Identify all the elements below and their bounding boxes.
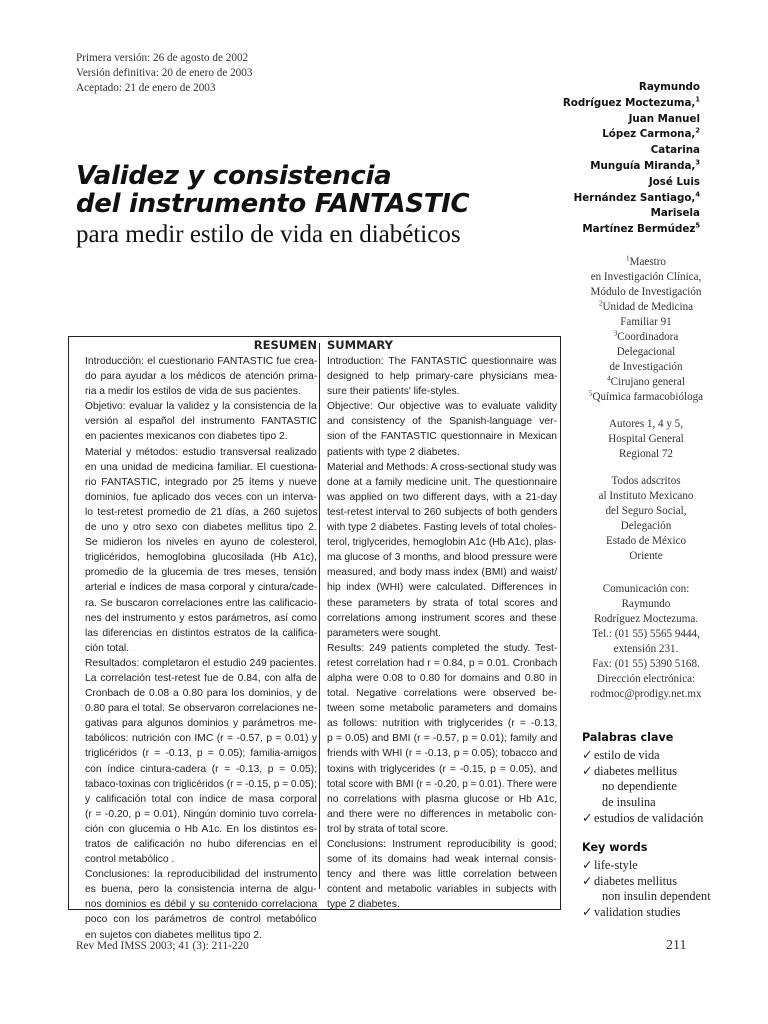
keyword-text: non insulin dependent: [602, 889, 711, 904]
affiliation-line: [560, 300, 732, 315]
resumen-line: dominios, fue aplicado dos veces con un interva-: [85, 491, 317, 503]
summary-line: and there were no differences in metabolic con-: [327, 808, 557, 820]
resumen-line: nos dominios es débil y su contenido correlaciona: [85, 899, 318, 911]
affiliation-line: [560, 270, 732, 285]
affiliation-line: [560, 360, 732, 375]
resumen-line: versión al español del instrumento FANTASTIC: [85, 416, 317, 428]
author-affiliation-number: 4: [695, 190, 700, 199]
article-title-line-1: Validez y consistencia: [76, 161, 392, 191]
author-line: [560, 175, 700, 191]
summary-line: some of its domains had weak internal consis-: [327, 854, 557, 866]
hospital-address: [560, 417, 732, 462]
checkmark-icon: ✓: [582, 763, 593, 778]
affiliation-text: Familiar 91: [620, 316, 672, 328]
summary-line: friends with WHI (r = -0.13, p = 0.05); tobacco and: [327, 748, 558, 760]
institution-line: al Instituto Mexicano: [598, 490, 694, 502]
abstract-box: [68, 336, 561, 941]
author-list: [560, 80, 700, 238]
author-line: [560, 206, 700, 222]
resumen-line: en una unidad de medicina familiar. El cuestiona-: [85, 461, 318, 473]
resumen-line: arterial e índices de masa corporal y cintura/cade-: [85, 582, 318, 594]
affiliation-list: [560, 255, 732, 405]
summary-line: hip index (WHI) were calculated. Differences in: [327, 582, 557, 594]
affiliation-line: [560, 315, 732, 330]
summary-line: total score with BMI (r = -0.20, p = 0.01). There were: [327, 778, 558, 790]
palabras-clave-heading: Palabras clave: [582, 731, 674, 744]
author-name: Rodríguez Moctezuma,: [562, 96, 696, 109]
keyword-text: validation studies: [594, 905, 681, 920]
keyword-item: [582, 764, 762, 780]
summary-line: tency and there was little correlation between: [327, 869, 558, 881]
affiliation-number: 3: [613, 329, 618, 338]
keyword-text: life-style: [594, 858, 638, 872]
summary-line: terol, triglycerides, hemoglobin A1c (Hb A1c), plas-: [327, 537, 557, 549]
author-line: [560, 112, 700, 128]
resumen-line: La correlación test-retest fue de 0.84, con alfa de: [85, 672, 317, 684]
summary-line: measured, and body mass index (BMI) and waist/: [327, 567, 558, 579]
affiliations-block: [560, 255, 732, 702]
affiliation-text: de Investigación: [609, 361, 683, 373]
key-words-list: [582, 858, 762, 921]
contact-line: Raymundo: [621, 598, 671, 610]
key-words-block: [582, 840, 762, 921]
address-line: Hospital General: [608, 433, 684, 445]
author-line: [560, 80, 700, 96]
resumen-line: control metabólico .: [85, 854, 175, 866]
resumen-line: triglicéridos (r = -0.13, p = 0.05); familia-amigos: [85, 748, 317, 760]
author-name: Catarina: [650, 144, 700, 157]
keyword-item: [582, 748, 762, 764]
keyword-item: [582, 905, 762, 921]
keyword-item: [582, 811, 762, 827]
keyword-item: [582, 858, 762, 874]
final-version-date: Versión definitiva: 20 de enero de 2003: [76, 67, 253, 79]
resumen-line: promedio de la glucemia de tres meses, tensión: [85, 567, 317, 579]
keyword-item: [582, 795, 762, 811]
institution-line: Todos adscritos: [611, 475, 681, 487]
author-name: Martínez Bermúdez: [582, 223, 696, 236]
summary-line: sure their patients' life-styles.: [327, 386, 460, 398]
resumen-line: Resultados: completaron el estudio 249 pacientes.: [85, 657, 317, 669]
summary-line: p = 0.05) and BMI (r = -0.57, p = 0.01); family and: [327, 733, 558, 745]
resumen-line: ria a medir los estilos de vida de sus pacientes.: [85, 386, 301, 398]
resumen-line: tabaco-toxinas con triglicéridos (r = -0.15, p = 0.05);: [85, 778, 317, 790]
affiliation-number: 5: [588, 389, 593, 398]
keyword-item: [582, 874, 762, 890]
resumen-line: Introducción: el cuestionario FANTASTIC fue crea-: [85, 356, 318, 367]
keyword-text: de insulina: [602, 795, 656, 810]
summary-line: retest correlation had r = 0.84, p = 0.01. Cronbach: [327, 657, 558, 669]
summary-line: toxins with triglycerides (r = -0.15, p = 0.05), and: [327, 763, 558, 775]
author-line: [560, 191, 700, 207]
resumen-line: Objetivo: evaluar la validez y la consistencia de la: [85, 401, 317, 413]
checkmark-icon: ✓: [582, 858, 593, 872]
author-name: Marisela: [650, 207, 700, 220]
resumen-line: Se midieron los niveles en ayuno de colesterol,: [85, 537, 318, 549]
author-name: López Carmona,: [602, 128, 696, 141]
author-name: Munguía Miranda,: [590, 159, 696, 172]
palabras-clave-block: [582, 730, 762, 827]
affiliation-line: [560, 375, 732, 390]
affiliation-number: 1: [626, 254, 630, 263]
author-line: [560, 159, 700, 175]
summary-line: tween some metabolic parameters and domains: [327, 703, 558, 715]
affiliation-text: Módulo de Investigación: [590, 286, 702, 298]
affiliation-text: Cirujano general: [610, 376, 685, 388]
summary-column: [327, 337, 557, 912]
summary-line: done at a family medicine unit. The questionnaire: [327, 476, 558, 488]
affiliation-text: Coordinadora: [617, 331, 679, 343]
summary-line: Objective: Our objective was to evaluate validity: [327, 401, 558, 413]
resumen-line: en pacientes mexicanos con diabetes tipo 2.: [85, 431, 288, 443]
summary-line: designed to help primary-care physicians mea-: [327, 371, 558, 383]
article-subtitle: para medir estilo de vida en diabéticos: [76, 221, 461, 248]
resumen-line: gativas para algunos dominios y parámetros me-: [85, 718, 317, 730]
author-affiliation-number: 1: [695, 95, 700, 104]
resumen-line: lo test-retest promedio de 21 días, a 260 sujetos: [85, 506, 318, 518]
affiliation-line: [560, 330, 732, 345]
summary-line: correlations among instrument scores and these: [327, 612, 557, 624]
keyword-text: diabetes mellitus: [594, 763, 677, 778]
publication-dates: [76, 51, 396, 96]
summary-line: patients with type 2 diabetes.: [327, 446, 460, 458]
checkmark-icon: ✓: [582, 810, 593, 825]
keyword-item: [582, 779, 762, 795]
summary-line: with type 2 diabetes. Fasting levels of total choles-: [327, 522, 557, 534]
institution-line: Delegación: [620, 520, 672, 532]
institution-line: Estado de México: [605, 535, 687, 547]
resumen-line: ción con glucemia o Hb A1c. En los distintos es-: [85, 823, 318, 835]
resumen-line: ra. Se buscaron correlaciones entre las calificacio-: [85, 597, 318, 609]
resumen-line: nes del instrumento y estos parámetros, así como: [85, 612, 317, 624]
resumen-line: Cronbach de 0.08 a 0.80 para los dominios, y de: [85, 688, 318, 700]
summary-line: total. Negative correlations were observed be-: [327, 688, 558, 700]
accepted-date: Aceptado: 21 de enero de 2003: [76, 82, 216, 94]
author-line: [560, 127, 700, 143]
summary-line: parameters were sought.: [327, 627, 441, 639]
affiliation-number: 4: [607, 374, 611, 383]
summary-line: Material and Methods: A cross-sectional study was: [327, 461, 557, 473]
keyword-text: no dependiente: [602, 779, 677, 794]
affiliation-text: Delegacional: [616, 346, 676, 358]
resumen-line: tabólicos: nutrición con IMC (r = -0.57, p = 0.01) y: [85, 733, 318, 745]
contact-line: extensión 231.: [613, 643, 679, 655]
page-number: 211: [666, 938, 687, 953]
author-name: Juan Manuel: [628, 112, 700, 125]
summary-line: and consistency of the Spanish-language ver-: [327, 416, 557, 428]
contact-line: Tel.: (01 55) 5565 9444,: [592, 628, 700, 640]
resumen-line: do para ayudar a los médicos de atención prima-: [85, 371, 318, 383]
affiliation-text: Maestro: [629, 256, 666, 268]
article-title-block: [76, 162, 556, 250]
summary-line: Results: 249 patients completed the study. Test-: [327, 642, 558, 654]
summary-line: alpha were 0.08 to 0.80 for domains and 0.80 in: [327, 672, 558, 684]
address-line: Autores 1, 4 y 5,: [609, 418, 683, 430]
keyword-text: estilo de vida: [594, 748, 660, 762]
author-name: Raymundo: [638, 81, 700, 93]
resumen-line: triglicéridos, hemoglobina glucosilada (Hb A1c),: [85, 552, 317, 564]
author-name: Hernández Santiago,: [573, 191, 696, 204]
summary-line: sion of the FANTASTIC questionnaire in Mexican: [327, 431, 558, 443]
summary-line: trol by strata of total score.: [327, 823, 449, 835]
resumen-line: en sujetos con diabetes mellitus tipo 2.: [85, 929, 262, 941]
summary-line: Conclusions: Instrument reproducibility is good;: [327, 839, 557, 850]
author-line: [560, 222, 700, 238]
summary-line: ma glucose of 3 months, and blood pressure were: [327, 552, 558, 564]
address-line: Regional 72: [619, 448, 673, 460]
author-name: José Luis: [648, 175, 700, 188]
resumen-column: [85, 337, 317, 943]
affiliation-line: [560, 255, 732, 270]
keyword-text: estudios de validación: [594, 810, 704, 825]
resumen-heading: RESUMEN: [253, 338, 317, 352]
author-affiliation-number: 5: [695, 221, 700, 230]
resumen-line: Material y métodos: estudio transversal realizado: [85, 446, 317, 458]
first-version-date: Primera versión: 26 de agosto de 2002: [76, 52, 249, 64]
resumen-line: ción total.: [85, 642, 130, 654]
summary-line: was applied on two different days, with a 21-day: [327, 491, 558, 503]
affiliation-number: 2: [598, 299, 603, 308]
resumen-line: las diferencias en distintos estratos de la califica-: [85, 627, 318, 639]
contact-line: rodmoc@prodigy.net.mx: [590, 688, 702, 700]
affiliation-text: Unidad de Medicina: [602, 301, 694, 313]
affiliation-line: [560, 285, 732, 300]
contact-info: [560, 582, 732, 702]
resumen-line: poco con los parámetros de control metabólico: [85, 914, 317, 926]
contact-line: Rodríguez Moctezuma.: [593, 613, 699, 625]
contact-line: Fax: (01 55) 5390 5168.: [592, 658, 700, 670]
keyword-text: diabetes mellitus: [594, 873, 677, 888]
affiliation-text: en Investigación Clínica,: [590, 271, 702, 283]
resumen-line: tratos de calificación no hubo diferencias en el: [85, 839, 318, 850]
summary-line: no correlations with plasma glucose or Hb A1c,: [327, 793, 558, 805]
article-title-line-2: del instrumento FANTASTIC: [76, 189, 470, 219]
summary-line: type 2 diabetes.: [327, 899, 400, 911]
resumen-line: rio FANTASTIC, integrado por 25 ítems y nueve: [85, 476, 317, 488]
journal-citation: Rev Med IMSS 2003; 41 (3): 211-220: [76, 940, 249, 952]
keyword-item: [582, 889, 762, 905]
author-affiliation-number: 3: [695, 158, 700, 167]
author-line: [560, 96, 700, 112]
resumen-line: y calificación total con índice de masa corporal: [85, 793, 317, 805]
palabras-clave-list: [582, 748, 762, 827]
summary-line: as follows: nutrition with triglycerides (r = -0.13,: [327, 718, 558, 730]
summary-line: Introduction: The FANTASTIC questionnaire was: [327, 356, 557, 367]
summary-heading: SUMMARY: [327, 338, 393, 352]
institution-line: Oriente: [629, 550, 663, 562]
resumen-line: (r = -0.20, p = 0.01). Ningún dominio tuvo correla-: [85, 808, 318, 820]
summary-line: test-retest interval to 260 subjects of both genders: [327, 506, 558, 518]
summary-line: content and metabolic variables in subjects with: [327, 884, 557, 896]
institution-note: [560, 474, 732, 564]
affiliation-line: [560, 345, 732, 360]
resumen-line: es buena, pero la consistencia interna de algu-: [85, 884, 317, 896]
institution-line: del Seguro Social,: [605, 505, 687, 517]
key-words-heading: Key words: [582, 841, 648, 854]
column-divider: [319, 343, 320, 889]
checkmark-icon: ✓: [582, 873, 593, 888]
affiliation-line: [560, 390, 732, 405]
author-line: [560, 143, 700, 159]
resumen-line: con índice cintura-cadera (r = -0.13, p = 0.05);: [85, 763, 318, 775]
checkmark-icon: ✓: [582, 748, 593, 762]
checkmark-icon: ✓: [582, 905, 593, 920]
contact-line: Comunicación con:: [602, 583, 690, 595]
summary-text: [327, 354, 557, 912]
resumen-line: Conclusiones: la reproducibilidad del instrumento: [85, 869, 318, 881]
resumen-text: [85, 354, 317, 943]
resumen-line: de uno y otro sexo con diabetes mellitus tipo 2.: [85, 522, 317, 534]
affiliation-text: Química farmacobióloga: [592, 391, 704, 403]
resumen-line: 0.80 para el total. Se observaron correlaciones ne-: [85, 703, 318, 715]
contact-line: Dirección electrónica:: [596, 673, 696, 685]
summary-line: these parameters by strata of total scores and: [327, 597, 558, 609]
author-affiliation-number: 2: [695, 126, 700, 135]
